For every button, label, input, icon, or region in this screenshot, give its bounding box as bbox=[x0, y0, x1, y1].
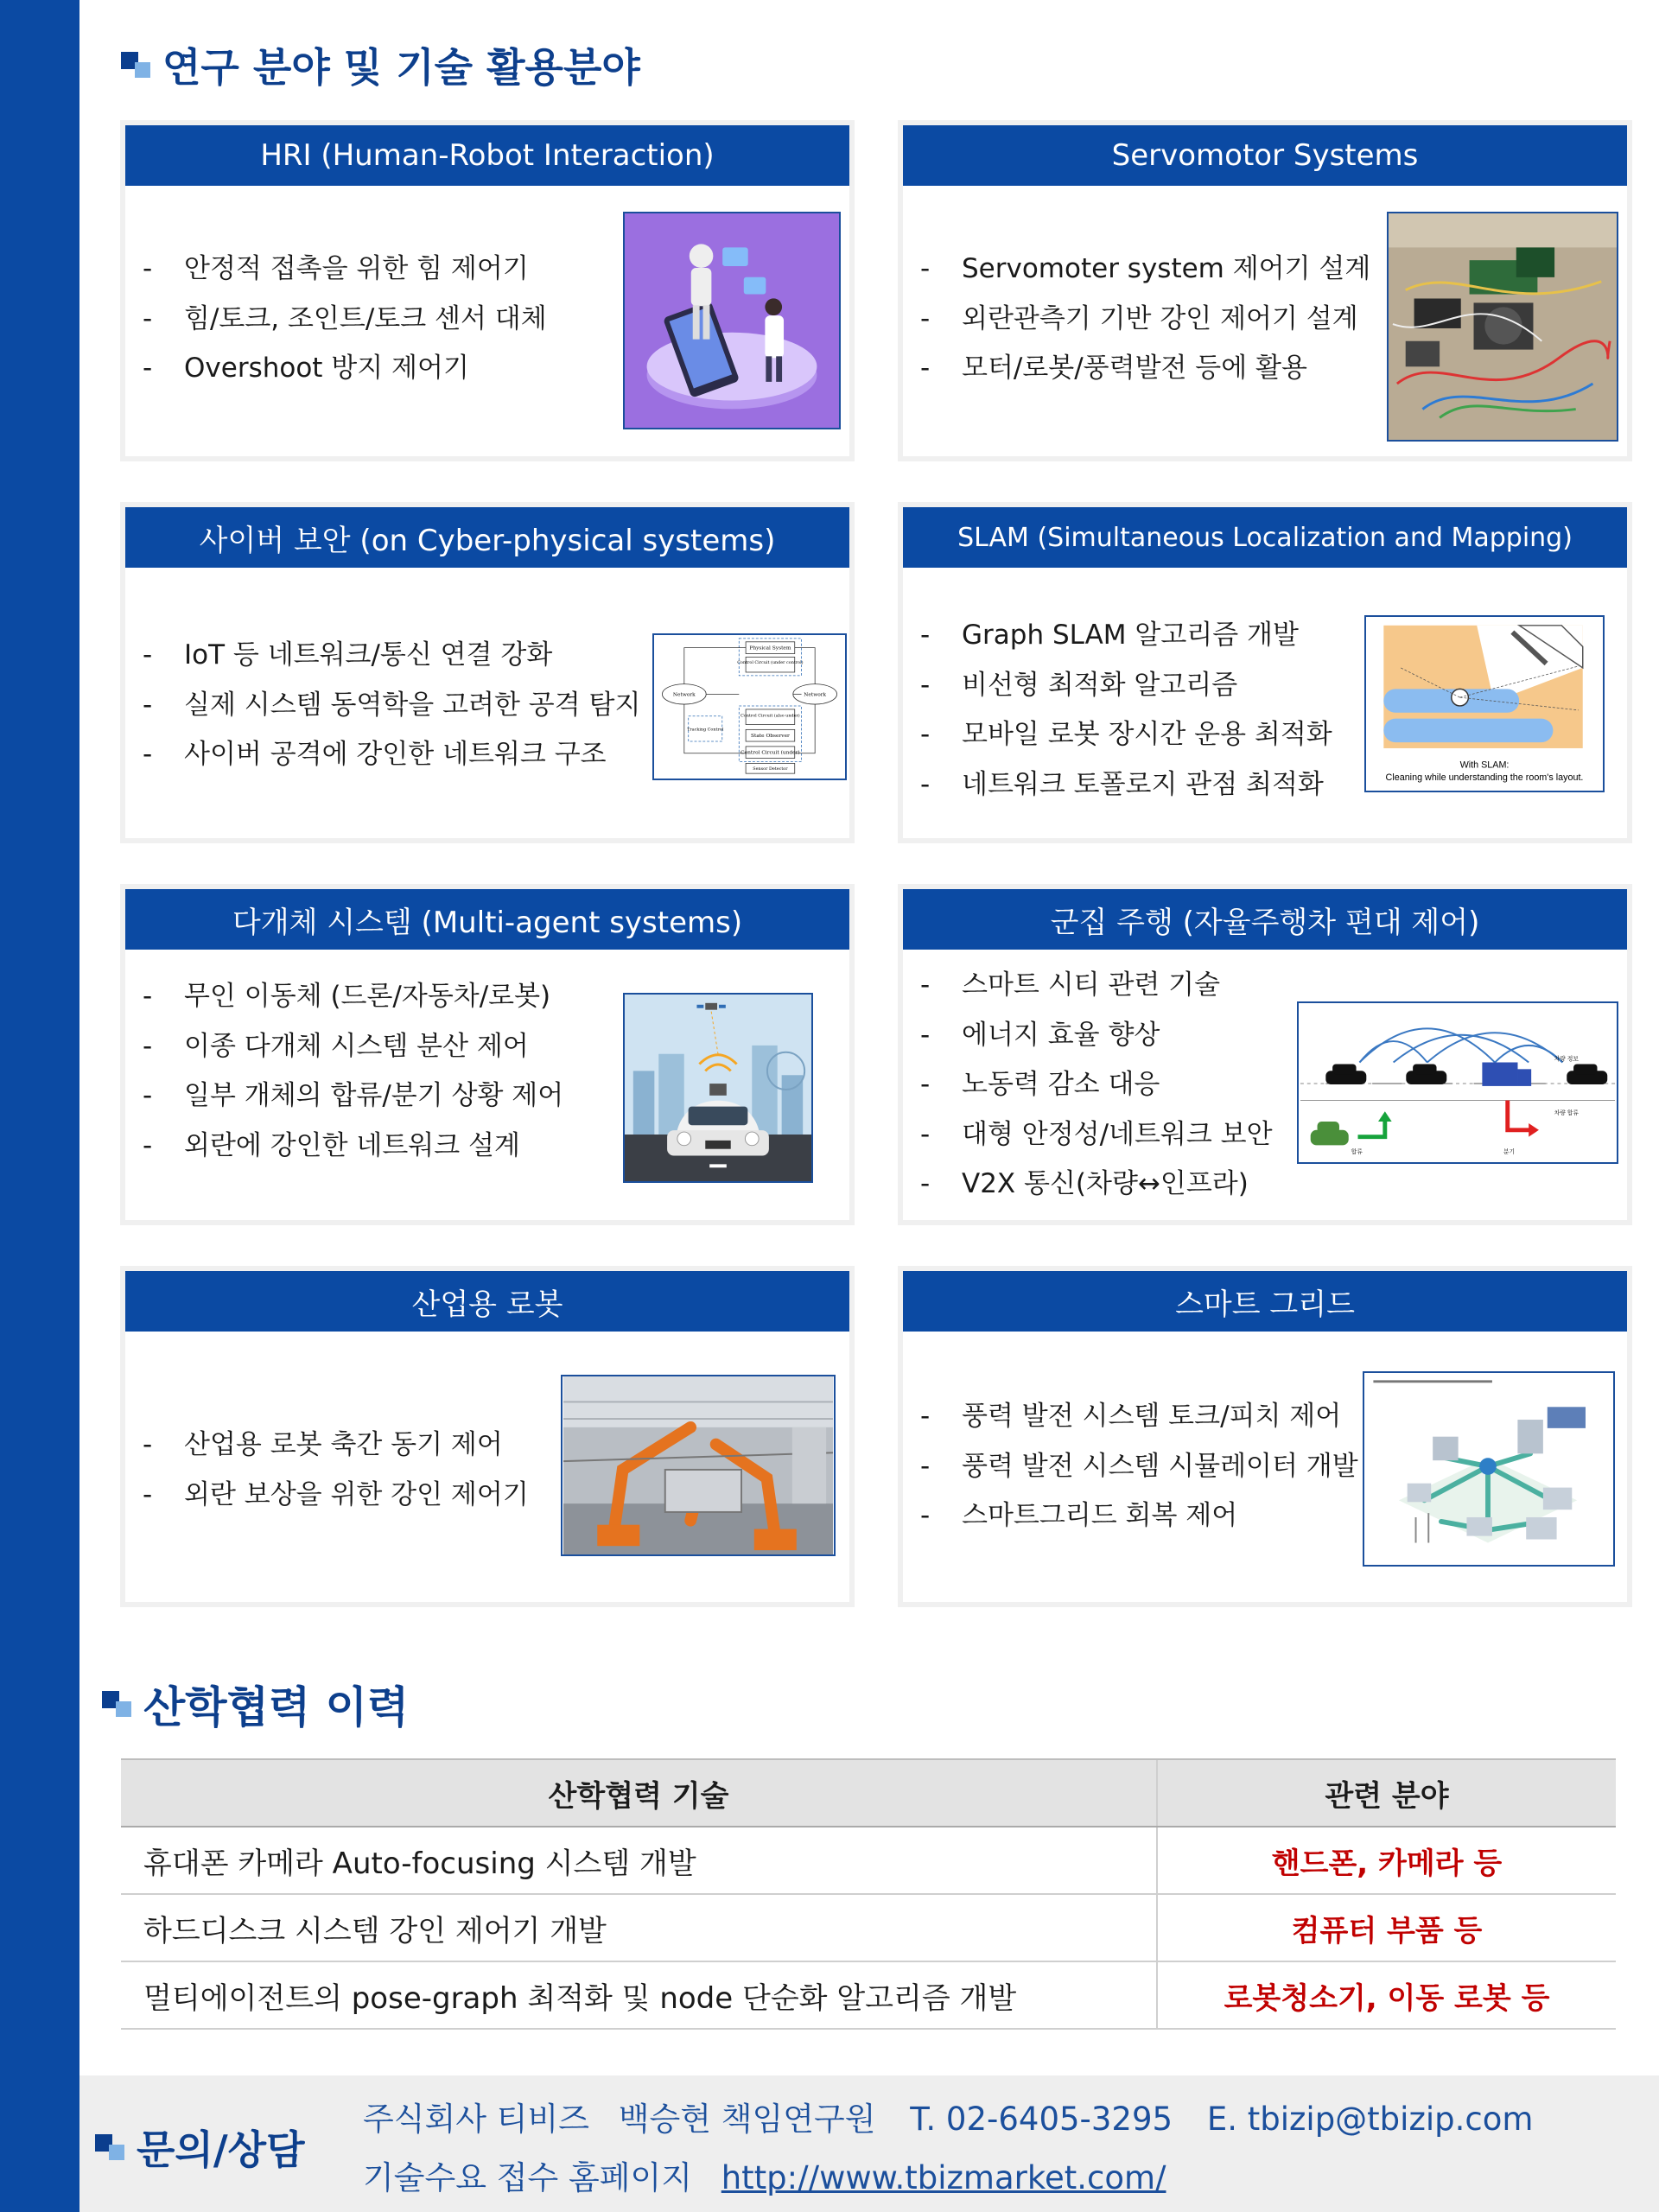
card-slam bbox=[898, 502, 1632, 843]
svg-text:Network: Network bbox=[804, 692, 827, 698]
card-smart-grid bbox=[898, 1266, 1632, 1607]
bullet-square-icon bbox=[102, 1691, 131, 1717]
card-header: 산업용 로봇 bbox=[125, 1271, 849, 1332]
section-title-collaboration bbox=[102, 1673, 409, 1735]
homepage-label: 기술수요 접수 홈페이지 bbox=[363, 2159, 692, 2196]
card-cyber-security bbox=[120, 502, 855, 843]
card-list bbox=[920, 961, 1273, 1210]
list-item: - 안정적 접촉을 위한 힘 제어기 bbox=[143, 253, 529, 284]
autonomous-car-illustration bbox=[623, 993, 813, 1183]
bullet-square-icon bbox=[121, 52, 150, 78]
list-item: - 사이버 공격에 강인한 네트워크 구조 bbox=[143, 739, 607, 770]
contact-homepage-line bbox=[363, 2152, 1166, 2198]
list-item: - 비선형 최적화 알고리즘 bbox=[920, 669, 1238, 701]
list-item: - 노동력 감소 대응 bbox=[920, 1069, 1160, 1100]
svg-text:Physical System: Physical System bbox=[749, 645, 791, 652]
card-servomotor bbox=[898, 120, 1632, 461]
svg-text:State Observer: State Observer bbox=[751, 734, 790, 740]
table-cell-field: 핸드폰, 카메라 등 bbox=[1271, 1846, 1503, 1881]
svg-text:Cleaning while understanding t: Cleaning while understanding the room's layout. bbox=[1385, 772, 1584, 784]
list-item: - IoT 등 네트워크/통신 연결 강화 bbox=[143, 639, 553, 671]
list-item: - 무인 이동체 (드론/자동차/로봇) bbox=[143, 981, 551, 1012]
list-item: - 스마트 시티 관련 기술 bbox=[920, 969, 1221, 1001]
industrial-robot-photo bbox=[561, 1375, 836, 1556]
contact-info-line bbox=[363, 2093, 1552, 2139]
contact-company: 주식회사 티비즈 bbox=[363, 2101, 589, 2138]
smart-grid-illustration bbox=[1363, 1371, 1615, 1567]
homepage-link[interactable]: http://www.tbizmarket.com/ bbox=[721, 2159, 1166, 2196]
list-item: - Overshoot 방지 제어기 bbox=[143, 353, 469, 384]
list-item: - 외란 보상을 위한 강인 제어기 bbox=[143, 1478, 529, 1510]
card-list bbox=[920, 611, 1332, 810]
table-row bbox=[121, 1895, 1616, 1962]
list-item: - 대형 안정성/네트워크 보안 bbox=[920, 1118, 1273, 1150]
card-multi-agent bbox=[120, 884, 855, 1225]
svg-text:차량 합류: 차량 합류 bbox=[1554, 1110, 1579, 1117]
table-header-tech: 산학협력 기술 bbox=[121, 1760, 1158, 1826]
card-list bbox=[143, 631, 640, 780]
card-header: HRI (Human-Robot Interaction) bbox=[125, 125, 849, 186]
contact-person: 백승현 책임연구원 bbox=[618, 2101, 876, 2138]
collaboration-table bbox=[121, 1758, 1616, 2030]
section-title-research bbox=[121, 36, 640, 93]
list-item: - 일부 개체의 합류/분기 상황 제어 bbox=[143, 1080, 564, 1111]
list-item: - 실제 시스템 동역학을 고려한 공격 탐지 bbox=[143, 689, 641, 721]
table-cell-tech: 멀티에이전트의 pose-graph 최적화 및 node 단순화 알고리즘 개발 bbox=[121, 1962, 1158, 2028]
card-industrial-robot bbox=[120, 1266, 855, 1607]
servomotor-hardware-photo bbox=[1387, 212, 1618, 442]
list-item: - 외란에 강인한 네트워크 설계 bbox=[143, 1129, 520, 1161]
contact-email[interactable]: E. tbizip@tbizip.com bbox=[1206, 2101, 1534, 2138]
card-header: Servomotor Systems bbox=[903, 125, 1627, 186]
svg-text:차량 정보: 차량 정보 bbox=[1554, 1056, 1579, 1063]
vehicle-platoon-diagram bbox=[1297, 1001, 1618, 1164]
svg-text:Control Circuit (also under): Control Circuit (also under) bbox=[741, 713, 800, 719]
list-item: - 풍력 발전 시스템 시뮬레이터 개발 bbox=[920, 1450, 1358, 1482]
card-header: 사이버 보안 (on Cyber-physical systems) bbox=[125, 507, 849, 568]
card-list bbox=[920, 245, 1370, 394]
list-item: - 네트워크 토폴로지 관점 최적화 bbox=[920, 768, 1324, 800]
list-item: - 스마트그리드 회복 제어 bbox=[920, 1500, 1238, 1531]
table-header-row bbox=[121, 1760, 1616, 1827]
list-item: - 에너지 효율 향상 bbox=[920, 1019, 1160, 1051]
list-item: - Servomoter system 제어기 설계 bbox=[920, 253, 1371, 284]
card-header: 다개체 시스템 (Multi-agent systems) bbox=[125, 889, 849, 950]
contact-title: 문의/상담 bbox=[95, 2119, 305, 2176]
list-item: - 이종 다개체 시스템 분산 제어 bbox=[143, 1030, 529, 1062]
card-list bbox=[143, 245, 547, 394]
hri-robot-illustration bbox=[623, 212, 841, 429]
table-cell-field: 로봇청소기, 이동 로봇 등 bbox=[1224, 1980, 1550, 2016]
list-item: - 풍력 발전 시스템 토크/피치 제어 bbox=[920, 1401, 1342, 1432]
card-list bbox=[920, 1392, 1358, 1541]
svg-text:With SLAM:: With SLAM: bbox=[1459, 760, 1510, 771]
table-header-field: 관련 분야 bbox=[1325, 1778, 1449, 1814]
table-cell-field: 컴퓨터 부품 등 bbox=[1291, 1913, 1483, 1948]
card-hri bbox=[120, 120, 855, 461]
contact-phone: T. 02-6405-3295 bbox=[910, 2101, 1173, 2138]
list-item: - 외란관측기 기반 강인 제어기 설계 bbox=[920, 302, 1358, 334]
card-list bbox=[143, 972, 563, 1171]
svg-text:Sensor Detector: Sensor Detector bbox=[753, 766, 788, 772]
svg-text:Control Circuit (under): Control Circuit (under) bbox=[741, 750, 800, 756]
svg-text:분기: 분기 bbox=[1503, 1149, 1516, 1156]
card-header: 스마트 그리드 bbox=[903, 1271, 1627, 1332]
list-item: - 힘/토크, 조인트/토크 센서 대체 bbox=[143, 302, 547, 334]
side-accent-bar bbox=[0, 0, 79, 2212]
contact-footer bbox=[79, 2075, 1659, 2212]
list-item: - Graph SLAM 알고리즘 개발 bbox=[920, 620, 1299, 651]
cyber-physical-block-diagram bbox=[652, 633, 847, 780]
svg-text:Control Circuit (under control: Control Circuit (under control) bbox=[737, 660, 804, 666]
card-list bbox=[143, 1421, 529, 1520]
section-title-text: 산학협력 이력 bbox=[143, 1682, 410, 1732]
card-header: 군집 주행 (자율주행차 편대 제어) bbox=[903, 889, 1627, 950]
list-item: - 모터/로봇/풍력발전 등에 활용 bbox=[920, 353, 1307, 384]
bullet-square-icon bbox=[95, 2134, 124, 2160]
table-row bbox=[121, 1827, 1616, 1895]
slam-cleaning-illustration bbox=[1364, 615, 1605, 792]
card-platooning bbox=[898, 884, 1632, 1225]
list-item: - 산업용 로봇 축간 동기 제어 bbox=[143, 1429, 503, 1460]
section-title-text: 연구 분야 및 기술 활용분야 bbox=[162, 44, 640, 91]
list-item: - 모바일 로봇 장시간 운용 최적화 bbox=[920, 719, 1332, 750]
table-cell-tech: 하드디스크 시스템 강인 제어기 개발 bbox=[121, 1895, 1158, 1961]
svg-text:Tracking Control: Tracking Control bbox=[687, 727, 724, 733]
svg-text:Network: Network bbox=[672, 692, 696, 698]
table-row bbox=[121, 1962, 1616, 2030]
list-item: - V2X 통신(차량↔인프라) bbox=[920, 1168, 1249, 1199]
card-header: SLAM (Simultaneous Localization and Mapping) bbox=[903, 507, 1627, 568]
table-cell-tech: 휴대폰 카메라 Auto-focusing 시스템 개발 bbox=[121, 1827, 1158, 1893]
svg-text:합류: 합류 bbox=[1351, 1149, 1363, 1156]
